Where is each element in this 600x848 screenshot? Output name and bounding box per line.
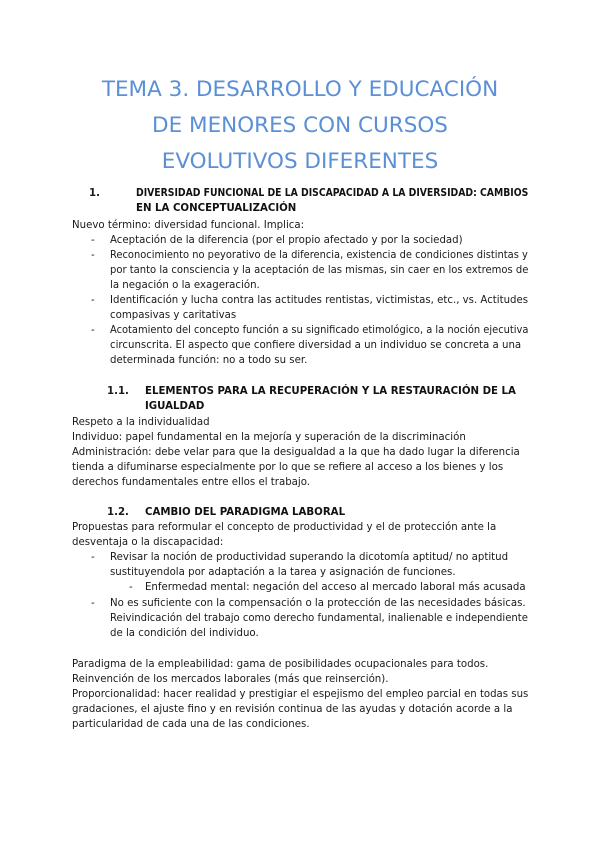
bullet-dash: - xyxy=(91,250,95,261)
section-1-heading: EN LA CONCEPTUALIZACIÓN xyxy=(136,203,297,214)
paragraph-line: Reinvención de los mercados laborales (más que reinserción). xyxy=(72,674,389,685)
section-1-intro: Nuevo término: diversidad funcional. Implica: xyxy=(72,220,305,231)
title-line: TEMA 3. DESARROLLO Y EDUCACIÓN xyxy=(101,77,499,102)
bullet-text: de la condición del individuo. xyxy=(110,628,259,639)
sub-bullet-dash: - xyxy=(129,582,133,593)
paragraph-line: Administración: debe velar para que la desigualdad a la que ha dado lugar la diferencia xyxy=(72,447,520,458)
bullet-dash: - xyxy=(91,325,95,336)
section-1-2-heading: CAMBIO DEL PARADIGMA LABORAL xyxy=(145,507,346,518)
bullet-text: compasivas y caritativas xyxy=(110,310,237,321)
bullet-text: la negación o la exageración. xyxy=(110,280,260,291)
paragraph-line: particularidad de cada una de las condiciones. xyxy=(72,719,310,730)
section-1-heading: DIVERSIDAD FUNCIONAL DE LA DISCAPACIDAD A LA DIVERSIDAD: CAMBIOS xyxy=(136,188,529,199)
bullet-text: Acotamiento del concepto función a su significado etimológico, a la noción ejecutiva xyxy=(110,325,529,336)
bullet-text: No es suficiente con la compensación o la protección de las necesidades básicas. xyxy=(110,598,526,609)
paragraph-line: tienda a difuminarse especialmente por lo que se refiere al acceso a los bienes y los xyxy=(72,462,504,473)
bullet-dash: - xyxy=(91,552,95,563)
paragraph-line: Respeto a la individualidad xyxy=(72,417,210,428)
bullet-text: sustituyendola por adaptación a la tarea y asignación de funciones. xyxy=(110,567,456,578)
title-line: DE MENORES CON CURSOS xyxy=(152,113,448,138)
section-1-1-heading: ELEMENTOS PARA LA RECUPERACIÓN Y LA RESTAURACIÓN DE LA xyxy=(145,386,516,397)
section-1-1-number: 1.1. xyxy=(107,386,129,397)
bullet-text: Identificación y lucha contra las actitudes rentistas, victimistas, etc., vs. Actitudes xyxy=(110,295,529,306)
bullet-dash: - xyxy=(91,295,95,306)
paragraph-line: Paradigma de la empleabilidad: gama de posibilidades ocupacionales para todos. xyxy=(72,659,489,670)
bullet-text: circunscrita. El aspecto que confiere diversidad a un individuo se concreta a una xyxy=(110,340,522,351)
title-line: EVOLUTIVOS DIFERENTES xyxy=(161,149,439,174)
bullet-text: Aceptación de la diferencia (por el propio afectado y por la sociedad) xyxy=(110,235,463,246)
paragraph-line: gradaciones, el ajuste fino y en revisión continua de las ayudas y dotación acorde a la xyxy=(72,704,513,715)
bullet-dash: - xyxy=(91,598,95,609)
bullet-line: Reconocimiento no peyorativo de la diferencia, existencia de condiciones distintas y xyxy=(110,250,528,261)
bullet-text: por tanto la consciencia y la aceptación de las mismas, sin caer en los extremos de xyxy=(110,265,529,276)
sub-bullet-text: Enfermedad mental: negación del acceso al mercado laboral más acusada xyxy=(145,582,526,593)
section-1-2-number: 1.2. xyxy=(107,507,129,518)
paragraph-line: desventaja o la discapacidad: xyxy=(72,537,224,548)
paragraph-line: Proporcionalidad: hacer realidad y prestigiar el espejismo del empleo parcial en todas sus xyxy=(72,689,529,700)
bullet-dash: - xyxy=(91,235,95,246)
section-1-1-heading: IGUALDAD xyxy=(145,401,205,412)
page-title xyxy=(40,72,560,180)
paragraph-line: Individuo: papel fundamental en la mejoría y superación de la discriminación xyxy=(72,432,466,443)
bullet-text: Revisar la noción de productividad superando la dicotomía aptitud/ no aptitud xyxy=(110,552,509,563)
section-1-number: 1. xyxy=(89,188,100,199)
paragraph-line: Propuestas para reformular el concepto de productividad y el de protección ante la xyxy=(72,522,497,533)
bullet-text: determinada función: no a todo su ser. xyxy=(110,355,308,366)
bullet-text: Reivindicación del trabajo como derecho fundamental, inalienable e independiente xyxy=(110,613,528,624)
bullet-text xyxy=(110,248,528,263)
paragraph-line: derechos fundamentales entre ellos el trabajo. xyxy=(72,477,311,488)
